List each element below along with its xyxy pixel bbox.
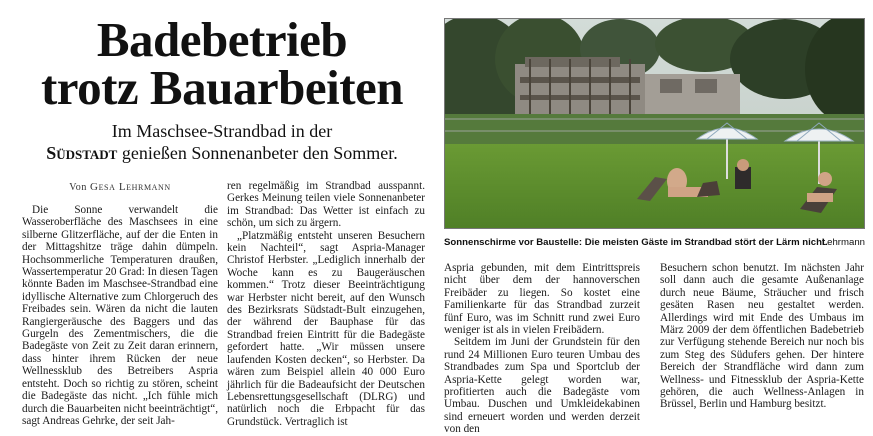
photo-credit: Lehrmann xyxy=(821,237,865,248)
subheadline-line-2 xyxy=(22,142,422,164)
headline xyxy=(22,12,422,115)
byline-author: Gesa Lehrmann xyxy=(90,181,171,193)
headline-line-2: trotz Bauarbeiten xyxy=(40,60,404,115)
subheadline-rest: genießen Sonnenanbeter den Sommer. xyxy=(117,143,398,163)
column-3-paragraph: Seitdem im Juni der Grundstein für den rund 24 Millionen Euro teuren Umbau des Strandbades zum Spa und Sportclub der Aspria-Kette gelegt worden war, profitierten auch die Badegäste vom Umbau. Duschen und Umkleidekabinen sind erneuert worden und werden derzeit von den xyxy=(444,336,640,436)
article-photo xyxy=(444,18,865,229)
column-2-paragraph: „Platzmäßig entsteht unseren Besuchern kein Nachteil“, sagt Aspria-Manager Christof Herbster. „Lediglich innerhalb der Woche kann es zu Baugeräuschen kommen.“ Trotz dieser Beeinträchtigung war Herbster nicht bereit, auf den Wunsch des Bezirksrats Südstadt-Bult einzugehen, der während der Bauphase für das Strandbad freien Eintritt für die Badegäste gefordert hatte. „Wir müssen unsere laufenden Kosten decken“, so Herbster. Da wären zum Beispiel allein 40 000 Euro jährlich für die Badeaufsicht der Deutschen Lebensrettungsgesellschaft (DLRG) und natürlich noch die Erbpacht für das Grundstück. Vertraglich ist xyxy=(227,229,425,428)
beach-construction-photo xyxy=(445,19,865,229)
article-column-2 xyxy=(227,180,425,428)
column-2-paragraph: ren regelmäßig im Strandbad ausspannt. Gerkes Meinung teilen viele Sonnenanbeter im Strandbad: Das Wetter ist einfach zu schön, um sich zu ärgern. xyxy=(227,180,425,230)
column-4-paragraph: Besuchern schon benutzt. Im nächsten Jahr soll dann auch die gesamte Außenanlage durch neue Bäume, Sträucher und frisch gesäten Rasen neu gestaltet werden. Allerdings wird mit Ende des Umbaus im März 2009 der dem öffentlichen Badebetrieb zur Verfügung stehende Bereich nur noch bis zum Steg des Südufers gehen. Der hintere Bereich der Strandfläche wird dann zum Wellness- und Fitnessklub der Aspria-Kette gehören, die auch Wellness-Anlagen in Brüssel, Berlin und Hamburg besitzt. xyxy=(660,262,864,411)
column-1-paragraph: Die Sonne verwandelt die Wasseroberfläche des Maschsees in eine silberne Glitzerfläche, auf der die Enten in der Mittagshitze träge dahin dümpeln. Hochsommerliche Temperaturen draußen, Wassertemperatur 20 Grad: In diesen Tagen könnte Baden im Maschsee-Strandbad eine idyllische Alternative zum Chlorgeruch des Freibades sein. Wären da nicht die lauten Rangiergeräusche des Baggers und das Gurgeln des Zementmischers, die die Badegäste von Zeit zu Zeit daran erinnern, dass hinter ihrem Rücken der neue Wellnessklub des Betreibers Aspria entsteht. Doch so richtig zu stören, scheint die Badegäste das nicht. „Ich fühle mich durch die Bauarbeiten nicht beeinträchtigt“, sagt Andreas Gehrke, der seit Jah- xyxy=(22,204,219,427)
article-column-4 xyxy=(660,262,864,411)
article-column-1 xyxy=(22,204,218,427)
column-3-paragraph: Aspria gebunden, mit dem Eintrittspreis nicht über dem der hannoverschen Freibäder zu liegen. So kostet eine Familienkarte für das Strandbad zurzeit fünf Euro, was im Schnitt rund zwei Euro weniger ist als in vielen Freibädern. xyxy=(444,262,640,337)
subheadline xyxy=(22,120,422,164)
byline-prefix: Von xyxy=(69,182,91,193)
headline-line-1: Badebetrieb xyxy=(96,12,348,67)
subheadline-place: Südstadt xyxy=(46,143,118,163)
photo-caption xyxy=(444,237,865,248)
byline xyxy=(22,181,218,193)
caption-text: Sonnenschirme vor Baustelle: Die meisten Gäste im Strandbad stört der Lärm nicht. xyxy=(444,237,828,248)
subheadline-line-1: Im Maschsee-Strandbad in der xyxy=(111,121,333,141)
article-column-3 xyxy=(444,262,640,436)
